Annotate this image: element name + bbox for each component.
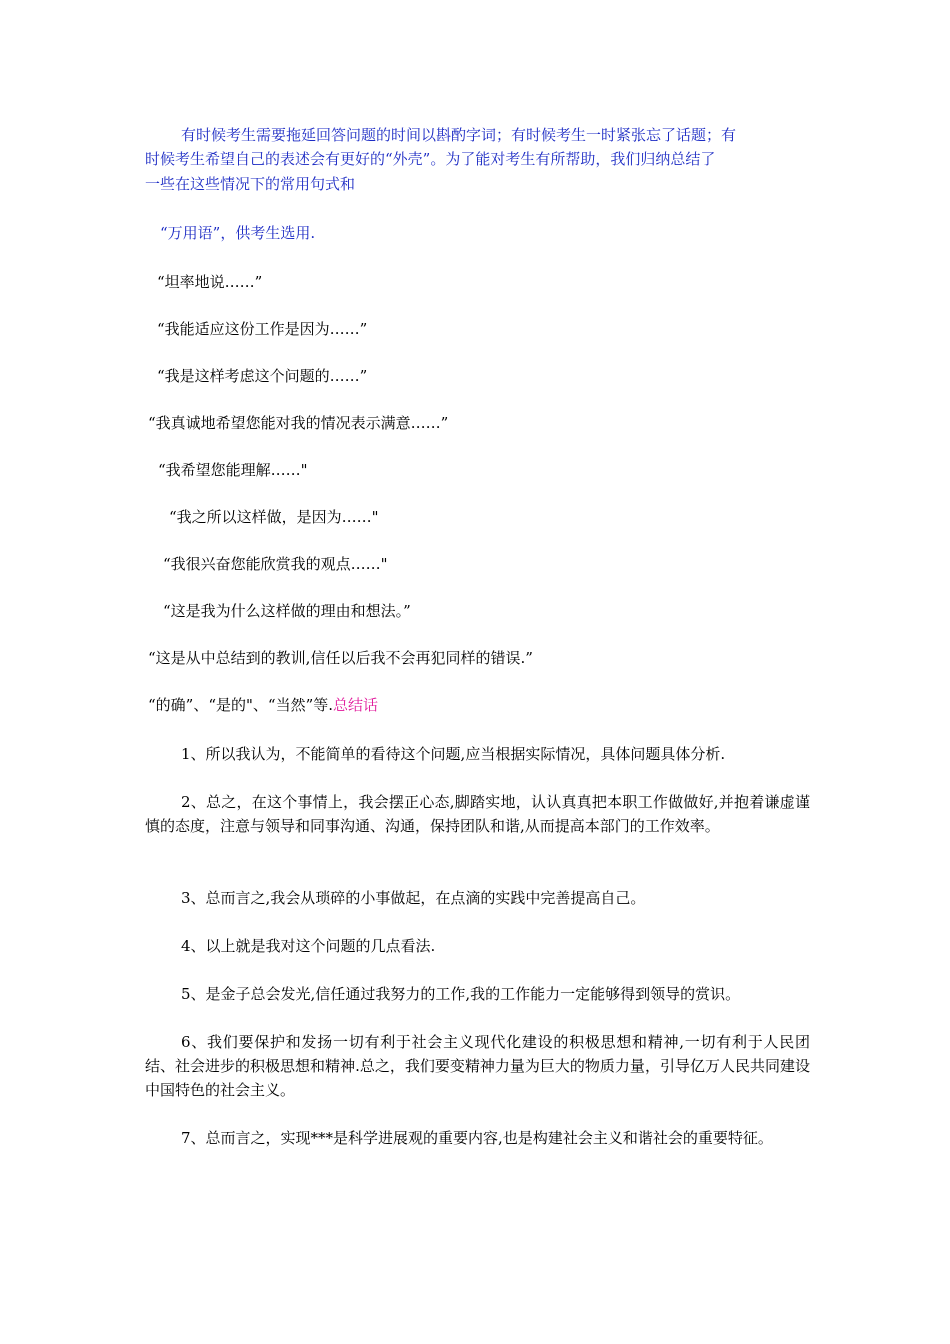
intro-line-1: 有时候考生需要拖延回答问题的时间以斟酌字词；有时候考生一时紧张忘了话题；有 xyxy=(181,126,737,144)
intro-line-2: 时候考生希望自己的表述会有更好的“外壳”。为了能对考生有所帮助，我们归纳总结了 xyxy=(145,150,716,168)
summary-item-3: 3、总而言之,我会从琐碎的小事做起，在点滴的实践中完善提高自己。 xyxy=(181,889,646,907)
summary-intro xyxy=(148,693,813,717)
summary-item-2: 2、总之，在这个事情上，我会摆正心态,脚踏实地，认认真真把本职工作做做好,并抱着谦虚谨慎的态度，注意与领导和同事沟通、沟通，保持团队和谐,从而提高本部门的工作效率。 xyxy=(145,793,810,835)
intro-line-4: “万用语”，供考生选用. xyxy=(160,224,316,242)
summary-item-6: 6、我们要保护和发扬一切有利于社会主义现代化建设的积极思想和精神,一切有利于人民团结、社会进步的积极思想和精神.总之，我们要变精神力量为巨大的物质力量，引导亿万人民共同建设中国特色的社会主义。 xyxy=(145,1033,810,1099)
summary-item-4: 4、以上就是我对这个问题的几点看法. xyxy=(181,937,436,955)
phrase-1: “坦率地说……” xyxy=(157,273,263,291)
summary-item-5: 5、是金子总会发光,信任通过我努力的工作,我的工作能力一定能够得到领导的赏识。 xyxy=(181,985,741,1003)
summary-item-7: 7、总而言之，实现***是科学进展观的重要内容,也是构建社会主义和谐社会的重要特征。 xyxy=(181,1129,773,1147)
phrase-5: “我希望您能理解……" xyxy=(158,461,308,479)
summary-label: 总结话 xyxy=(333,696,379,714)
summary-item-1: 1、所以我认为，不能简单的看待这个问题,应当根据实际情况，具体问题具体分析. xyxy=(181,745,726,763)
phrase-7: “我很兴奋您能欣赏我的观点……" xyxy=(163,555,388,573)
phrase-4: “我真诚地希望您能对我的情况表示满意……” xyxy=(148,414,449,432)
phrase-3: “我是这样考虑这个问题的……” xyxy=(157,367,368,385)
phrase-2: “我能适应这份工作是因为……” xyxy=(157,320,368,338)
summary-intro-prefix: “的确”、“是的"、“当然”等. xyxy=(148,696,334,714)
phrase-9: “这是从中总结到的教训,信任以后我不会再犯同样的错误.” xyxy=(148,649,533,667)
intro-line-3: 一些在这些情况下的常用句式和 xyxy=(145,175,356,193)
phrase-8: “这是我为什么这样做的理由和想法。” xyxy=(163,602,411,620)
phrase-6: “我之所以这样做，是因为……" xyxy=(169,508,379,526)
